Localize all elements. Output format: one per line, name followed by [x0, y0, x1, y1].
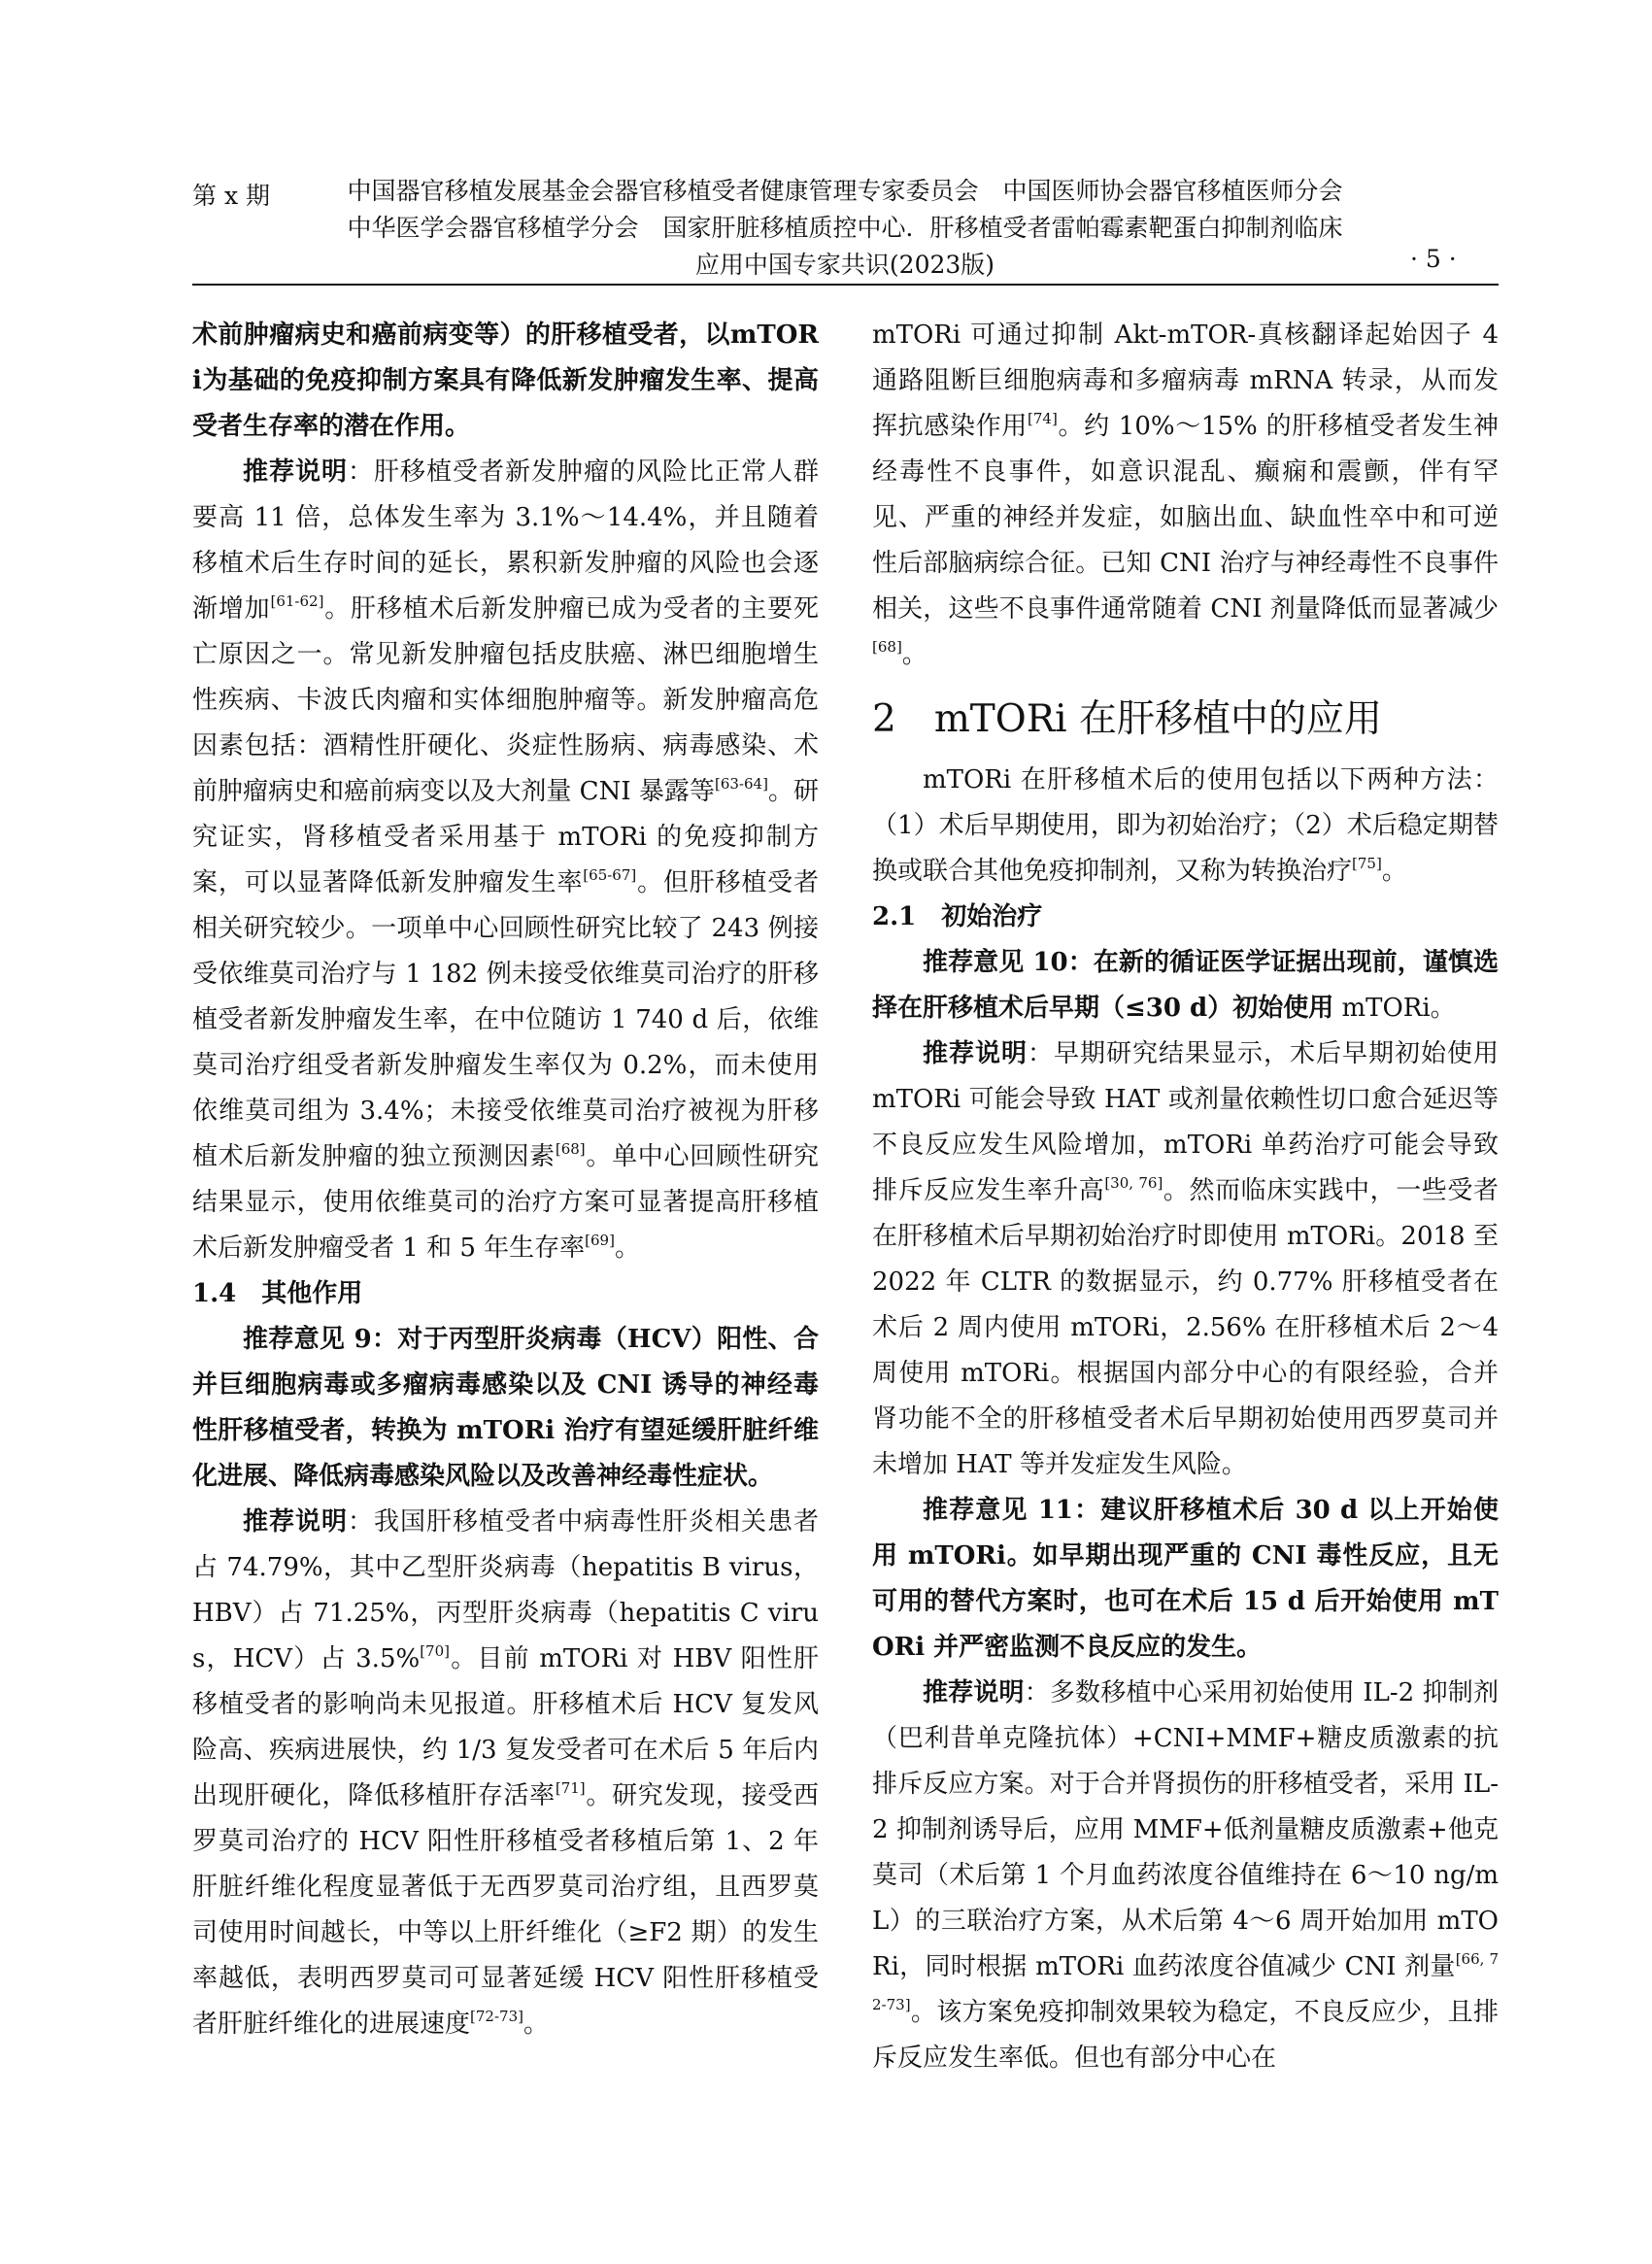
recommendation-text: 对于丙型肝炎病毒（HCV）阳性、合并巨细胞病毒或多瘤病毒感染以及 CNI 诱导的神经毒性肝移植受者，转换为 mTORi 治疗有望延缓肝脏纤维化进展、降低病毒感染风险以及改善神经毒性症状。 [192, 1325, 819, 1491]
paragraph-regimen-explanation [872, 1671, 1499, 2081]
citation: [70] [420, 1642, 450, 1660]
citation: [61-62] [270, 592, 324, 610]
recommendation-11 [872, 1488, 1499, 1671]
explanation-label: 推荐说明 [243, 457, 348, 487]
header-line-3: 应用中国专家共识(2023版) [694, 251, 995, 279]
citation: [30, 76] [1104, 1174, 1163, 1192]
text-span: 。单中心回顾性研究结果显示，使用依维莫司的治疗方案可显著提高肝移植术后新发肿瘤受者 1 和 5 年生存率 [192, 1142, 819, 1263]
text-span: 。 [614, 1233, 640, 1263]
paragraph-new-tumor-explanation [192, 450, 819, 1271]
citation: [72-73] [470, 2008, 523, 2025]
paragraph-usage-overview [872, 758, 1499, 895]
recommendation-9 [192, 1317, 819, 1500]
citation: [69] [585, 1232, 615, 1249]
text-span: 。肝移植术后新发肿瘤已成为受者的主要死亡原因之一。常见新发肿瘤包括皮肤癌、淋巴细胞增生性疾病、卡波氏肉瘤和实体细胞肿瘤等。新发肿瘤高危因素包括：酒精性肝硬化、炎症性肠病、病毒感染、术前肿瘤病史和癌前病变以及大剂量 CNI 暴露等 [192, 594, 819, 806]
text-span: ：多数移植中心采用初始使用 IL-2 抑制剂（巴利昔单克隆抗体）+CNI+MMF+糖皮质激素的抗排斥反应方案。对于合并肾损伤的肝移植受者，采用 IL-2 抑制剂诱导后，应用 MMF+低剂量糖皮质激素+他克莫司（术后第 1 个月血药浓度谷值维持在 6～10 ng/mL）的三联治疗方案，从术后第 4～6 周开始加用 mTORi，同时根据 mTORi 血药浓度谷值减少 CNI 剂量 [872, 1678, 1499, 1981]
recommendation-8-tail: 术前肿瘤病史和癌前病变等）的肝移植受者，以mTORi为基础的免疫抑制方案具有降低新发肿瘤发生率、提高受者生存率的潜在作用。 [192, 321, 819, 441]
citation: [66, 72-73] [872, 1950, 1499, 2013]
text-span: 。约 10%～15% 的肝移植受者发生神经毒性不良事件，如意识混乱、癫痫和震颤，伴有罕见、严重的神经并发症，如脑出血、缺血性卒中和可逆性后部脑病综合征。已知 CNI 治疗与神经毒性不良事件相关，这些不良事件通常随着 CNI 剂量降低而显著减少 [872, 412, 1499, 624]
paragraph-antiviral-neurotoxicity [872, 313, 1499, 678]
header-line-1: 中国器官移植发展基金会器官移植受者健康管理专家委员会 中国医师协会器官移植医师分会 [347, 177, 1343, 205]
recommendation-label: 推荐意见 11： [923, 1496, 1101, 1525]
text-span: 。但肝移植受者相关研究较少。一项单中心回顾性研究比较了 243 例接受依维莫司治疗与 1 182 例未接受依维莫司治疗的肝移植受者新发肿瘤发生率，在中位随访 1 740 d 后，依维莫司治疗组受者新发肿瘤发生率仅为 0.2%，而未使用依维莫司组为 3.4%；未接受依维莫司治疗被视为肝移植术后新发肿瘤的独立预测因素 [192, 868, 819, 1171]
recommendation-text: 建议肝移植术后 30 d 以上开始使用 mTORi。如早期出现严重的 CNI 毒性反应，且无可用的替代方案时，也可在术后 15 d 后开始使用 mTORi 并严密监测不良反应的发生。 [872, 1496, 1499, 1662]
section-heading-2: 2 mTORi 在肝移植中的应用 [872, 697, 1383, 741]
header-rule [192, 284, 1499, 286]
explanation-label: 推荐说明 [923, 1039, 1028, 1068]
recommendation-tail: mTORi。 [1333, 994, 1456, 1023]
issue-label: 第 x 期 [192, 182, 270, 210]
text-span: 。 [901, 640, 927, 669]
text-span: 。该方案免疫抑制效果较为稳定，不良反应少，且排斥反应发生率低。但也有部分中心在 [872, 1998, 1499, 2073]
header-line-2: 中华医学会器官移植学分会 国家肝脏移植质控中心．肝移植受者雷帕霉素靶蛋白抑制剂临床 [347, 214, 1343, 242]
page-number: · 5 · [1410, 245, 1457, 273]
text-span: 。 [523, 2010, 549, 2039]
citation: [74] [1028, 410, 1058, 427]
text-span: ：早期研究结果显示，术后早期初始使用 mTORi 可能会导致 HAT 或剂量依赖性切口愈合延迟等不良反应发生风险增加，mTORi 单药治疗可能会导致排斥反应发生率升高 [872, 1039, 1499, 1205]
recommendation-10 [872, 940, 1499, 1031]
text-span: mTORi 可通过抑制 Akt-mTOR-真核翻译起始因子 4 通路阻断巨细胞病毒和多瘤病毒 mRNA 转录，从而发挥抗感染作用 [872, 321, 1499, 441]
text-span: ：我国肝移植受者中病毒性肝炎相关患者占 74.79%，其中乙型肝炎病毒（hepatitis B virus，HBV）占 71.25%，丙型肝炎病毒（hepatitis C virus，HCV）占 3.5% [192, 1507, 819, 1673]
citation: [63-64] [714, 775, 768, 793]
text-span: mTORi 在肝移植术后的使用包括以下两种方法：（1）术后早期使用，即为初始治疗；（2）术后稳定期替换或联合其他免疫抑制剂，又称为转换治疗 [872, 765, 1499, 886]
section-heading-1-4: 1.4 其他作用 [192, 1279, 363, 1308]
text-span: ：肝移植受者新发肿瘤的风险比正常人群要高 11 倍，总体发生率为 3.1%～14.4%，并且随着移植术后生存时间的延长，累积新发肿瘤的风险也会逐渐增加 [192, 457, 819, 624]
citation: [65-67] [583, 866, 637, 884]
text-span: 。研究证实，肾移植受者采用基于 mTORi 的免疫抑制方案，可以显著降低新发肿瘤发生率 [192, 777, 819, 897]
citation: [71] [555, 1779, 586, 1797]
text-span: 。研究发现，接受西罗莫司治疗的 HCV 阳性肝移植受者移植后第 1、2 年肝脏纤维化程度显著低于无西罗莫司治疗组，且西罗莫司使用时间越长，中等以上肝纤维化（≥F2 期）的发生率越低，表明西罗莫司可显著延缓 HCV 阳性肝移植受者肝脏纤维化的进展速度 [192, 1781, 819, 2039]
citation: [68] [872, 638, 902, 656]
paragraph-hcv-explanation [192, 1500, 819, 2047]
text-span: 。 [1381, 857, 1407, 886]
explanation-label: 推荐说明 [923, 1678, 1025, 1707]
explanation-label: 推荐说明 [243, 1507, 348, 1537]
text-span: 。然而临床实践中，一些受者在肝移植术后早期初始治疗时即使用 mTORi。2018 至 2022 年 CLTR 的数据显示，约 0.77% 肝移植受者在术后 2 周内使用 mTORi，2.56% 在肝移植术后 2～4 周使用 mTORi。根据国内部分中心的有限经验，合并肾功能不全的肝移植受者术后早期初始使用西罗莫司并未增加 HAT 等并发症发生风险。 [872, 1176, 1499, 1479]
citation: [68] [555, 1140, 586, 1158]
citation: [75] [1352, 855, 1382, 872]
text-span: 。目前 mTORi 对 HBV 阳性肝移植受者的影响尚未见报道。肝移植术后 HCV 复发风险高、疾病进展快，约 1/3 复发受者可在术后 5 年后内出现肝硬化，降低移植肝存活率 [192, 1644, 819, 1810]
section-heading-2-1: 2.1 初始治疗 [872, 902, 1043, 931]
recommendation-text: 在新的循证医学证据出现前，谨慎选择在肝移植术后早期（≤30 d）初始使用 [872, 948, 1499, 1023]
right-column [872, 313, 1499, 2081]
recommendation-label: 推荐意见 9： [243, 1325, 398, 1354]
left-column [192, 313, 819, 2047]
header-organizations [320, 173, 1369, 284]
paragraph-early-initial-explanation [872, 1031, 1499, 1488]
recommendation-label: 推荐意见 10： [923, 948, 1094, 977]
